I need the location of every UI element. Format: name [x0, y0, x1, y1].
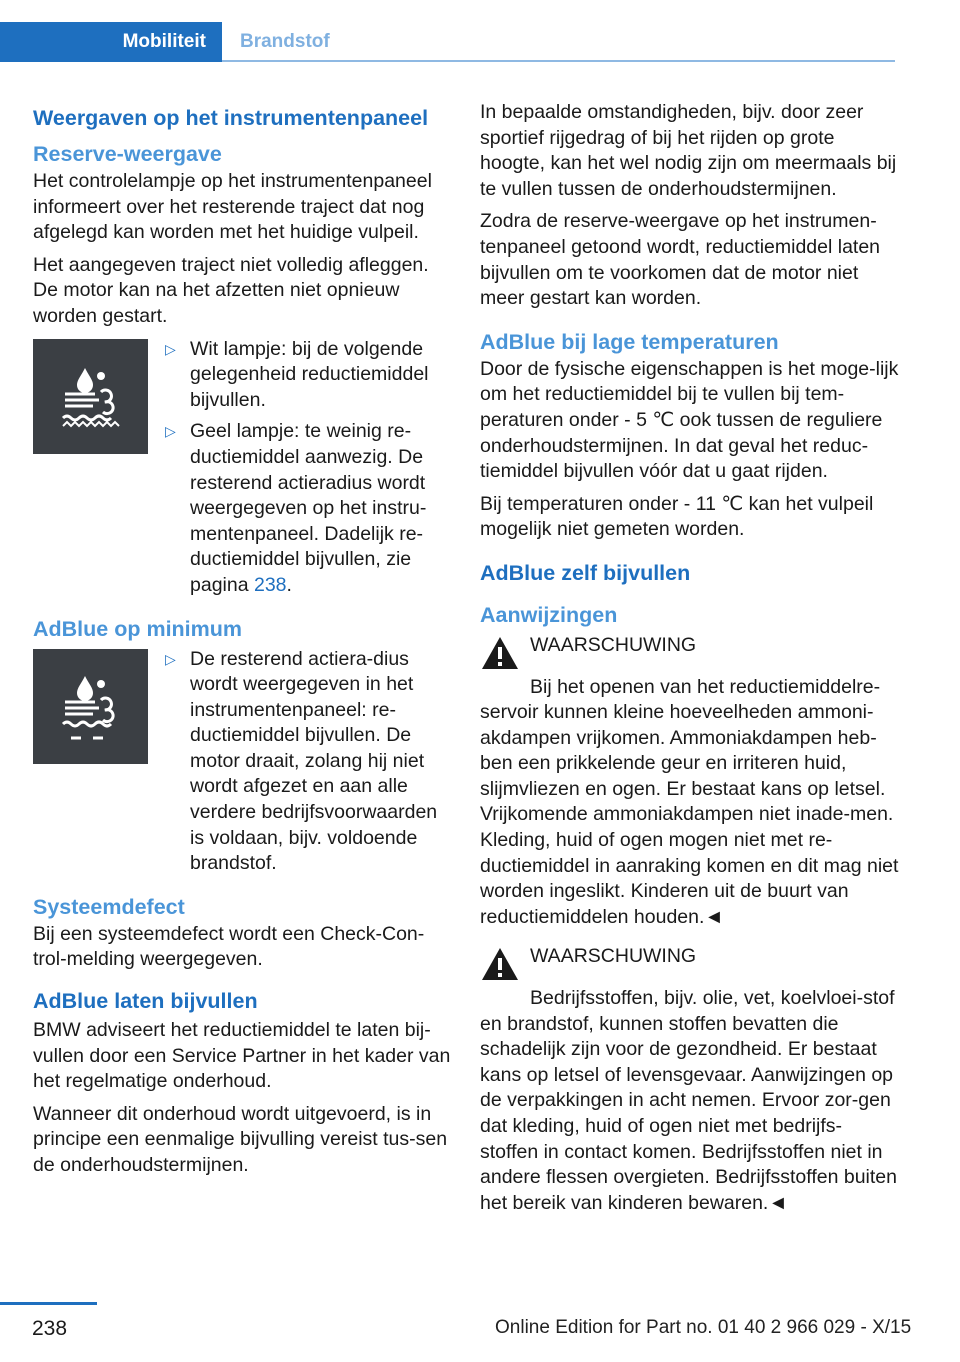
heading-zelf-bijvullen: AdBlue zelf bijvullen [480, 560, 691, 585]
paragraph: Het controlelampje op het instrumentenpaneel informeert over het resterende traject dat nog afgelegd kan worden met het huidige vulpeil. [33, 170, 432, 244]
list-item: ▷ Geel lampje: te weinig re-ductiemiddel aanwezig. De resterend actieradius wordt weergegeven op het instru-mentenpaneel. Dadelijk re-ductiemiddel bijvullen, zie pagina 238. [158, 419, 451, 598]
page-number: 238 [32, 1317, 68, 1340]
paragraph: Wanneer dit onderhoud wordt uitgevoerd, is in principe een eenmalige bijvulling vereist tus-sen de onderhoudstermijnen. [33, 1102, 448, 1176]
warning-text: Bedrijfsstoffen, bijv. olie, vet, koelvloei-stof en brandstof, kunnen stoffen bevatten die schadelijk zijn voor de gezondheid. Er bestaat kans op letsel of levensgevaar. Aanwijzingen op de verpakkingen in acht nemen. Ervoor zor-gen dat kleding, huid of ogen niet met bedrijfs-stoffen in contact komen. Bedrijfsstoffen niet in andere flessen overgieten. Bedrijfsstoffen buiten het bereik van kinderen bewaren.◄ [480, 987, 897, 1214]
list-item-text: Geel lampje: te weinig re-ductiemiddel aanwezig. De resterend actieradius wordt weergegeven op het instru-mentenpaneel. Dadelijk re-ductiemiddel bijvullen, zie pagina [190, 420, 427, 596]
reserve-indicator-row [33, 337, 451, 605]
paragraph: Bij temperaturen onder - 11 ℃ kan het vulpeil mogelijk niet gemeten worden. [480, 492, 874, 541]
bullet-triangle-icon: ▷ [165, 340, 176, 357]
edition-text: Online Edition for Part no. 01 40 2 966 029 - X/15 [495, 1317, 912, 1338]
heading-reserve: Reserve-weergave [33, 142, 222, 166]
warning-triangle-icon [480, 946, 520, 990]
heading-systeemdefect: Systeemdefect [33, 894, 185, 919]
heading-aanwijzingen: Aanwijzingen [480, 602, 618, 627]
reserve-bullet-list [158, 337, 451, 605]
minimum-indicator-row [33, 647, 451, 883]
heading-laten-bijvullen: AdBlue laten bijvullen [33, 989, 258, 1014]
warning-triangle-icon [480, 635, 520, 679]
bullet-triangle-icon: ▷ [165, 423, 176, 440]
adblue-minimum-lamp-icon [33, 649, 148, 764]
paragraph: BMW adviseert het reductiemiddel te laten bij-vullen door een Service Partner in het kader van het regelmatige onderhoud. [33, 1019, 451, 1093]
minimum-bullet-list [158, 647, 451, 883]
right-column [480, 100, 900, 1216]
paragraph: In bepaalde omstandigheden, bijv. door zeer sportief rijgedrag of bij het rijden op grote hoogte, kan het wel nodig zijn om meermaals bij te vullen tussen de onderhoudstermijnen. [480, 101, 897, 200]
paragraph: Door de fysische eigenschappen is het moge-lijk om het reductiemiddel bij te vullen bij tem-peraturen onder - 5 ℃ ook tussen de reguliere onderhoudstermijnen. In dat geval het reduc-tiemiddel bijvullen vóór dat u gaat rijden. [480, 357, 899, 483]
page-header [0, 0, 895, 62]
tab-brandstof[interactable]: Brandstof [240, 31, 330, 52]
paragraph: Het aangegeven traject niet volledig afleggen. De motor kan na het afzetten niet opnieuw worden gestart. [33, 253, 429, 327]
warning-label: WAARSCHUWING [530, 633, 697, 656]
paragraph: Zodra de reserve-weergave op het instrumen-tenpaneel getoond wordt, reductiemiddel laten bijvullen om te voorkomen dat de motor niet meer gestart kan worden. [480, 210, 881, 310]
list-item: ▷ Wit lampje: bij de volgende gelegenheid reductiemiddel bijvullen. [158, 337, 451, 414]
header-divider [222, 60, 895, 62]
heading-lage-temperaturen: AdBlue bij lage temperaturen [480, 329, 779, 354]
tab-mobiliteit[interactable]: Mobiliteit [0, 22, 222, 62]
heading-minimum: AdBlue op minimum [33, 616, 243, 641]
heading-weergaven: Weergaven op het instrumentenpaneel [33, 106, 429, 130]
left-column [33, 100, 451, 1186]
list-item: ▷ De resterend actiera-dius wordt weergegeven in het instrumentenpaneel: re-ductiemiddel bijvullen. De motor draait, zolang hij niet wordt afgezet en aan alle verdere bedrijfsvoorwaarden is voldaan, bijv. voldoende brandstof. [158, 647, 451, 877]
warning-block [480, 944, 900, 1216]
warning-text: Bij het openen van het reductiemiddelre-servoir kunnen kleine hoeveelheden ammoni-akdampen vrijkomen. Ammoniakdampen heb-ben een prikkelende geur en irriteren huid, slijmvliezen en ogen. Er bestaat kans op letsel. Vrijkomende ammoniakdampen niet inade-men. Kleding, huid of ogen mogen niet met re-ductiemiddel in aanraking komen en dit mag niet worden ingeslikt. Kinderen uit de buurt van reductiemiddelen houden.◄ [480, 675, 899, 928]
adblue-lamp-icon [33, 339, 148, 454]
paragraph: Bij een systeemdefect wordt een Check-Con-trol-melding weergegeven. [33, 922, 425, 971]
warning-block [480, 633, 900, 931]
bullet-triangle-icon: ▷ [165, 650, 176, 667]
page-link-238[interactable]: 238 [253, 573, 287, 596]
warning-label: WAARSCHUWING [530, 945, 697, 968]
footer-divider [0, 1302, 97, 1305]
